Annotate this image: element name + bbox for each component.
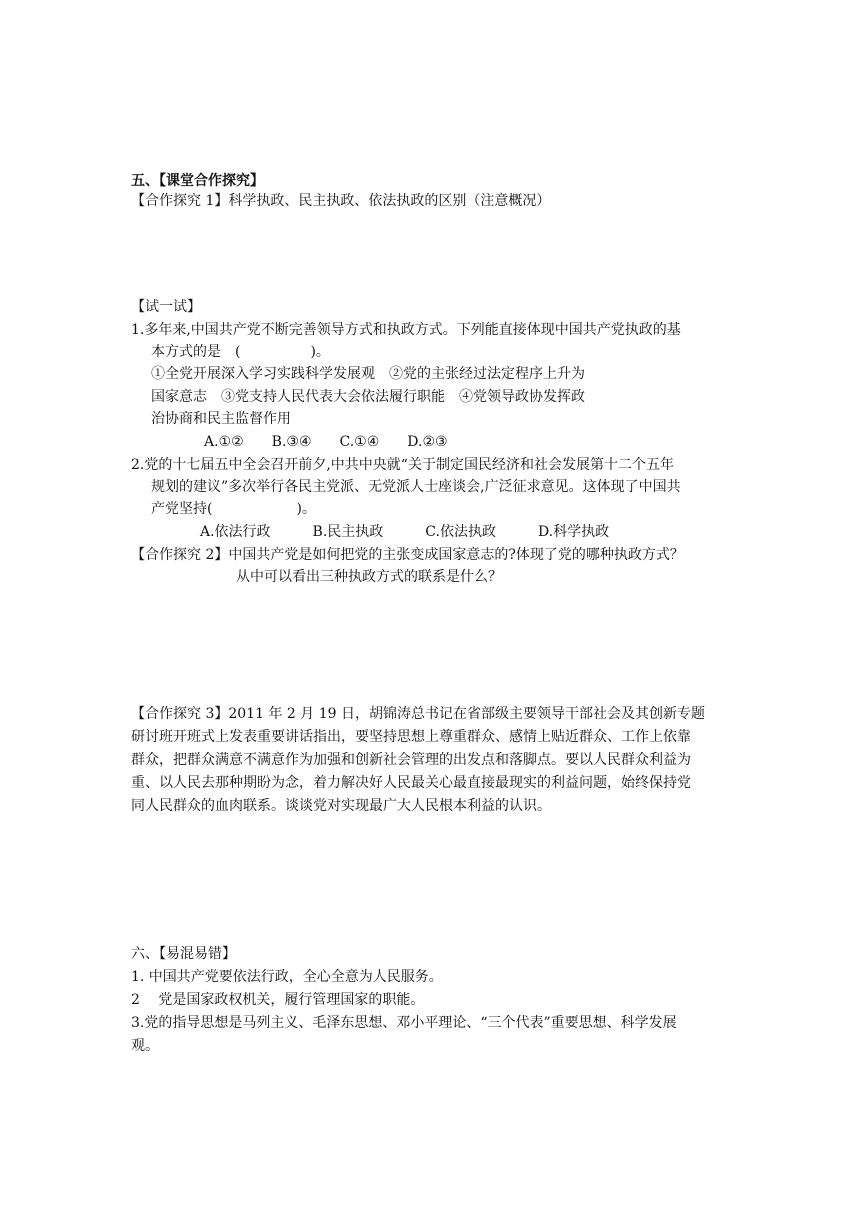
section6-title: 六、【易混易错】: [131, 946, 236, 962]
q1-line3: ①全党开展深入学习实践科学发展观 ②党的主张经过法定程序上升为: [151, 366, 585, 382]
explore3-line2: 研讨班开班式上发表重要讲话指出，要坚持思想上尊重群众、感情上贴近群众、工作上依靠: [131, 729, 691, 745]
explore2-line2: 从中可以看出三种执政方式的联系是什么？: [236, 569, 502, 585]
q2-line2: 规划的建议”多次举行各民主党派、无党派人士座谈会,广泛征求意见。这体现了中国共: [151, 479, 681, 495]
q2-options: A.依法行政 B.民主执政 C.依法执政 D.科学执政: [200, 524, 610, 540]
explore1-text: 【合作探究 1】科学执政、民主执政、依法执政的区别（注意概况）: [131, 193, 551, 209]
section6-item3-line1: 3.党的指导思想是马列主义、毛泽东思想、邓小平理论、“三个代表”重要思想、科学发展: [131, 1015, 677, 1031]
explore3-line1: 【合作探究 3】2011 年 2 月 19 日，胡锦涛总书记在省部级主要领导干部社会及其创新专题: [131, 706, 705, 722]
q2-line1: 2.党的十七届五中全会召开前夕,中共中央就“关于制定国民经济和社会发展第十二个五年: [131, 457, 674, 473]
explore3-line4: 重、以人民去那种期盼为念，着力解决好人民最关心最直接最现实的利益问题，始终保持党: [131, 775, 691, 791]
section5-title: 五、【课堂合作探究】: [131, 173, 264, 189]
section6-item2: 2 党是国家政权机关，履行管理国家的职能。: [131, 992, 425, 1008]
q2-line3: 产党坚持( )。: [151, 501, 316, 517]
section6-item1: 1. 中国共产党要依法行政，全心全意为人民服务。: [131, 969, 443, 985]
explore3-line3: 群众，把群众满意不满意作为加强和创新社会管理的出发点和落脚点。要以人民群众利益为: [131, 752, 691, 768]
q1-options: A.①② B.③④ C.①④ D.②③: [204, 434, 448, 450]
section6-item3-line2: 观。: [131, 1038, 159, 1054]
explore2-line1: 【合作探究 2】中国共产党是如何把党的主张变成国家意志的?体现了党的哪种执政方式？: [131, 547, 684, 563]
explore3-line5: 同人民群众的血肉联系。谈谈党对实现最广大人民根本利益的认识。: [131, 798, 551, 814]
try-title: 【试一试】: [131, 299, 201, 315]
q1-line5: 治协商和民主监督作用: [151, 411, 291, 427]
q1-line4: 国家意志 ③党支持人民代表大会依法履行职能 ④党领导政协发挥政: [151, 389, 585, 405]
q1-line1: 1.多年来,中国共产党不断完善领导方式和执政方式。下列能直接体现中国共产党执政的基: [131, 322, 681, 338]
q1-line2: 本方式的是 ( )。: [151, 344, 330, 360]
